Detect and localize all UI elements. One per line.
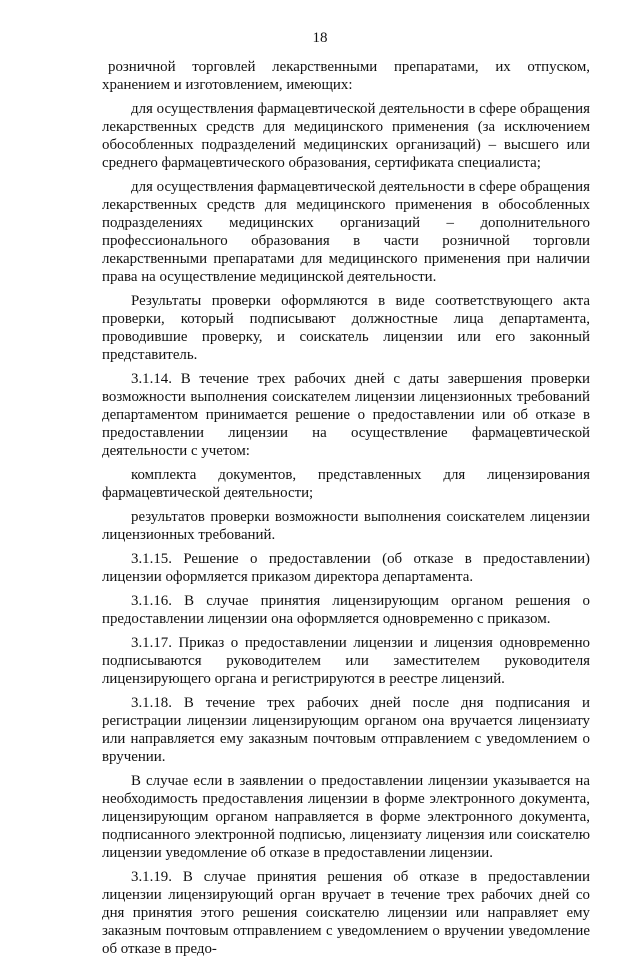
paragraph: розничной торговлей лекарственными препаратами, их отпуском, хранением и изготовлением, имеющих: — [102, 59, 590, 93]
paragraph: результатов проверки возможности выполнения соискателем лицензии лицензионных требований. — [102, 509, 590, 543]
page-number: 18 — [312, 30, 328, 46]
paragraph: 3.1.16. В случае принятия лицензирующим органом решения о предоставлении лицензии она оформляется одновременно с приказом. — [102, 593, 590, 627]
document-text — [102, 58, 590, 958]
paragraph: для осуществления фармацевтической деятельности в сфере обращения лекарственных средств для медицинского применения (за исключением обособленных подразделений медицинских организаций) – высшего или среднего фармацевтического образования, сертификата специалиста; — [102, 101, 590, 171]
paragraph: Результаты проверки оформляются в виде соответствующего акта проверки, который подписывают должностные лица департамента, проводившие проверку, и соискатель лицензии или его законный представитель. — [102, 293, 590, 363]
paragraph: 3.1.17. Приказ о предоставлении лицензии и лицензия одновременно подписываются руководителем или заместителем руководителя лицензирующего органа и регистрируются в реестре лицензий. — [102, 635, 590, 687]
paragraph: комплекта документов, представленных для лицензирования фармацевтической деятельности; — [102, 467, 590, 501]
paragraph: 3.1.15. Решение о предоставлении (об отказе в предоставлении) лицензии оформляется приказом директора департамента. — [102, 551, 590, 585]
paragraph: 3.1.19. В случае принятия решения об отказе в предоставлении лицензии лицензирующий орган вручает в течение трех рабочих дней со дня принятия этого решения соискателю лицензии или направляет ему заказным почтовым отправлением с уведомлением о вручении уведомление об отказе в предо- — [102, 869, 590, 957]
paragraph: 3.1.14. В течение трех рабочих дней с даты завершения проверки возможности выполнения соискателем лицензии лицензионных требований департаментом принимается решение о предоставлении или об отказе в предоставлении лицензии на осуществление фармацевтической деятельности с учетом: — [102, 371, 590, 459]
paragraph: для осуществления фармацевтической деятельности в сфере обращения лекарственных средств для медицинского применения в обособленных подразделениях медицинских организаций – дополнительного профессионального образования в части розничной торговли лекарственными препаратами для медицинского применения при наличии права на осуществление медицинской деятельности. — [102, 179, 590, 285]
paragraph: 3.1.18. В течение трех рабочих дней после дня подписания и регистрации лицензии лицензирующим органом она вручается лицензиату или направляется ему заказным почтовым отправлением с уведомлением о вручении. — [102, 695, 590, 765]
paragraph: В случае если в заявлении о предоставлении лицензии указывается на необходимость предоставления лицензии в форме электронного документа, лицензирующим органом направляется в форме электронного документа, подписанного электронной подписью, лицензиату лицензия или соискателю лицензии уведомление об отказе в предоставлении лицензии. — [102, 773, 590, 861]
